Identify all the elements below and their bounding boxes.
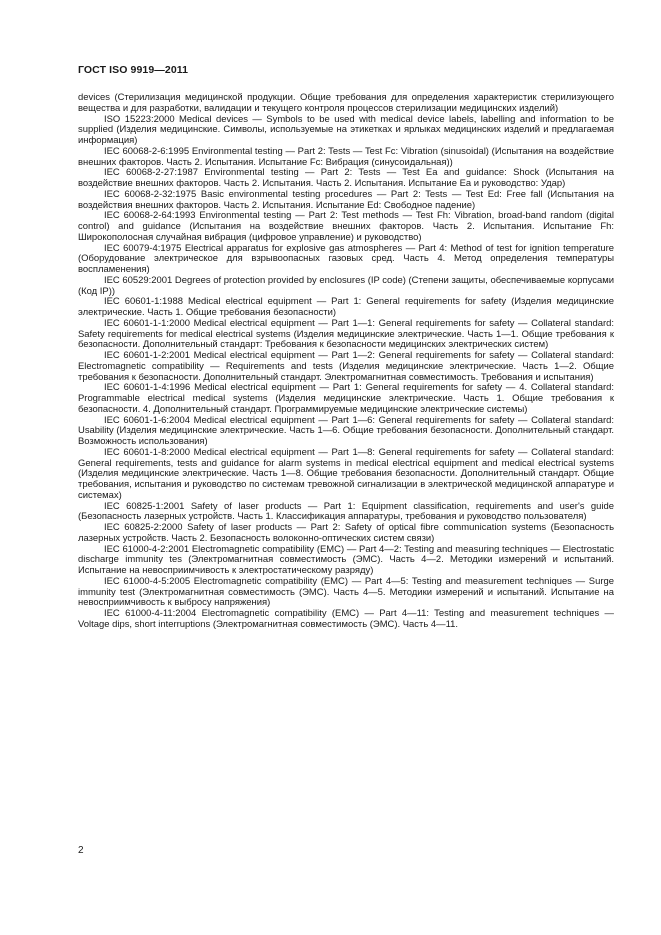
bibliography-entry: IEC 60079-4:1975 Electrical apparatus for explosive gas atmospheres — Part 4: Method of test for ignition temperature (Оборудование электрическое для взрывоопасных газовых сред. Часть 4. Метод определения температуры воспламенения) xyxy=(78,242,614,275)
bibliography-entry: IEC 60601-1:1988 Medical electrical equipment — Part 1: General requirements for safety (Изделия медицинские электрические. Часть 1. Общие требования безопасности) xyxy=(78,296,614,318)
bibliography-entry: IEC 61000-4-2:2001 Electromagnetic compatibility (EMC) — Part 4—2: Testing and measuring techniques — Electrostatic discharge immunity tes (Электромагнитная совместимость (ЭМС). Часть 4—2. Методики измерений и испытаний. Испытание на невосприимчивость к электростатическому разряду) xyxy=(78,543,614,576)
bibliography-entry: IEC 60529:2001 Degrees of protection provided by enclosures (IP code) (Степени защиты, обеспечиваемые корпусами (Код IP)) xyxy=(78,274,614,297)
document-header: ГОСТ ISO 9919—2011 xyxy=(78,64,189,76)
bibliography-entry: ISO 15223:2000 Medical devices — Symbols to be used with medical device labels, labelling and information to be supplied (Изделия медицинские. Символы, используемые на этикетках и ярлыках медицинских изделий и предлагаемая информация) xyxy=(78,113,614,146)
bibliography-list xyxy=(78,93,614,631)
bibliography-entry: IEC 60825-2:2000 Safety of laser products — Part 2: Safety of optical fibre communication systems (Безопасность лазерных устройств. Часть 2. Безопасность волоконно-оптических систем связи) xyxy=(78,522,614,544)
bibliography-entry: IEC 60601-1-8:2000 Medical electrical equipment — Part 1—8: General requirements for safety — Collateral standard: General requirements, tests and guidance for alarm systems in medical electrical equipment and medical electrical systems (Изделия медицинские электрические. Часть 1—8. Общие требования безопасности. Дополнительный стандарт. Общие требования, испытания и руководство по системам тревожной сигнализации в электрической медицинской аппаратуре и системах) xyxy=(78,446,614,501)
bibliography-entry: IEC 60068-2-32:1975 Basic environmental testing procedures — Part 2: Tests — Test Ed: Free fall (Испытания на воздействия внешних факторов. Часть 2. Испытания. Испытание Ed: Свободное падение) xyxy=(78,188,614,211)
bibliography-entry: IEC 60601-1-1:2000 Medical electrical equipment — Part 1—1: General requirements for safety — Collateral standard: Safety requirements for medical electrical systems (Изделия медицинские электрические. Часть 1—1. Общие требования к безопасности. Дополнительный стандарт: Требования к безопасности медицинских электрических систем) xyxy=(78,317,614,351)
bibliography-entry: IEC 61000-4-11:2004 Electromagnetic compatibility (EMC) — Part 4—11: Testing and measurement techniques — Voltage dips, short interruptions (Электромагнитная совместимость (ЭМС). Часть 4—11. xyxy=(78,608,614,630)
page-number: 2 xyxy=(78,845,84,856)
bibliography-entry: IEC 60068-2-6:1995 Environmental testing — Part 2: Tests — Test Fc: Vibration (sinusoidal) (Испытания на воздействие внешних факторов. Часть 2. Испытания. Испытание Fc: Вибрация (синусоидальная)) xyxy=(78,145,614,168)
bibliography-entry: IEC 60601-1-2:2001 Medical electrical equipment — Part 1—2: General requirements for safety — Collateral standard: Electromagnetic compatibility — Requirements and tests (Изделия медицинские электрические. Часть 1—2. Общие требования к безопасности. Дополнительный стандарт. Электромагнитная совместимость. Требования и испытания) xyxy=(78,350,614,383)
bibliography-entry: devices (Стерилизация медицинской продукции. Общие требования для определения характеристик стерилизующего вещества и для разработки, валидации и текущего контроля процессов стерилизации медицинских изделий) xyxy=(78,92,614,114)
bibliography-entry: IEC 60068-2-64:1993 Environmental testing — Part 2: Test methods — Test Fh: Vibration, broad-band random (digital control) and guidance (Испытания на воздействие внешних факторов. Часть 2. Испытания. Испытание Fh: Широкополосная случайная вибрация (цифровое управление) и руководство) xyxy=(78,210,614,243)
bibliography-entry: IEC 60825-1:2001 Safety of laser products — Part 1: Equipment classification, requirements and user's guide (Безопасность лазерных устройств. Часть 1. Классификация аппаратуры, требования и руководство пользователя) xyxy=(78,500,614,523)
bibliography-entry: IEC 60068-2-27:1987 Environmental testing — Part 2: Tests — Test Ea and guidance: Shock (Испытания на воздействие внешних факторов. Часть 2. Испытания. Часть 2. Испытания. Испытание Еа и руководство: Удар) xyxy=(78,167,614,189)
bibliography-entry: IEC 61000-4-5:2005 Electromagnetic compatibility (EMC) — Part 4—5: Testing and measurement techniques — Surge immunity test (Электромагнитная совместимость (ЭМС). Часть 4—5. Методики измерений и испытаний. Испытание на невосприимчивость к выбросу напряжения) xyxy=(78,575,614,609)
bibliography-entry: IEC 60601-1-4:1996 Medical electrical equipment — Part 1: General requirements for safety — 4. Collateral standard: Programmable electrical medical systems (Изделия медицинские электрические. Часть 1. Общие требования к безопасности. 4. Дополнительный стандарт. Программируемые медицинские электрические системы) xyxy=(78,382,614,415)
bibliography-entry: IEC 60601-1-6:2004 Medical electrical equipment — Part 1—6: General requirements for safety — Collateral standard: Usability (Изделия медицинские электрические. Часть 1—6. Общие требования безопасности. Дополнительный стандарт. Возможность использования) xyxy=(78,414,614,447)
